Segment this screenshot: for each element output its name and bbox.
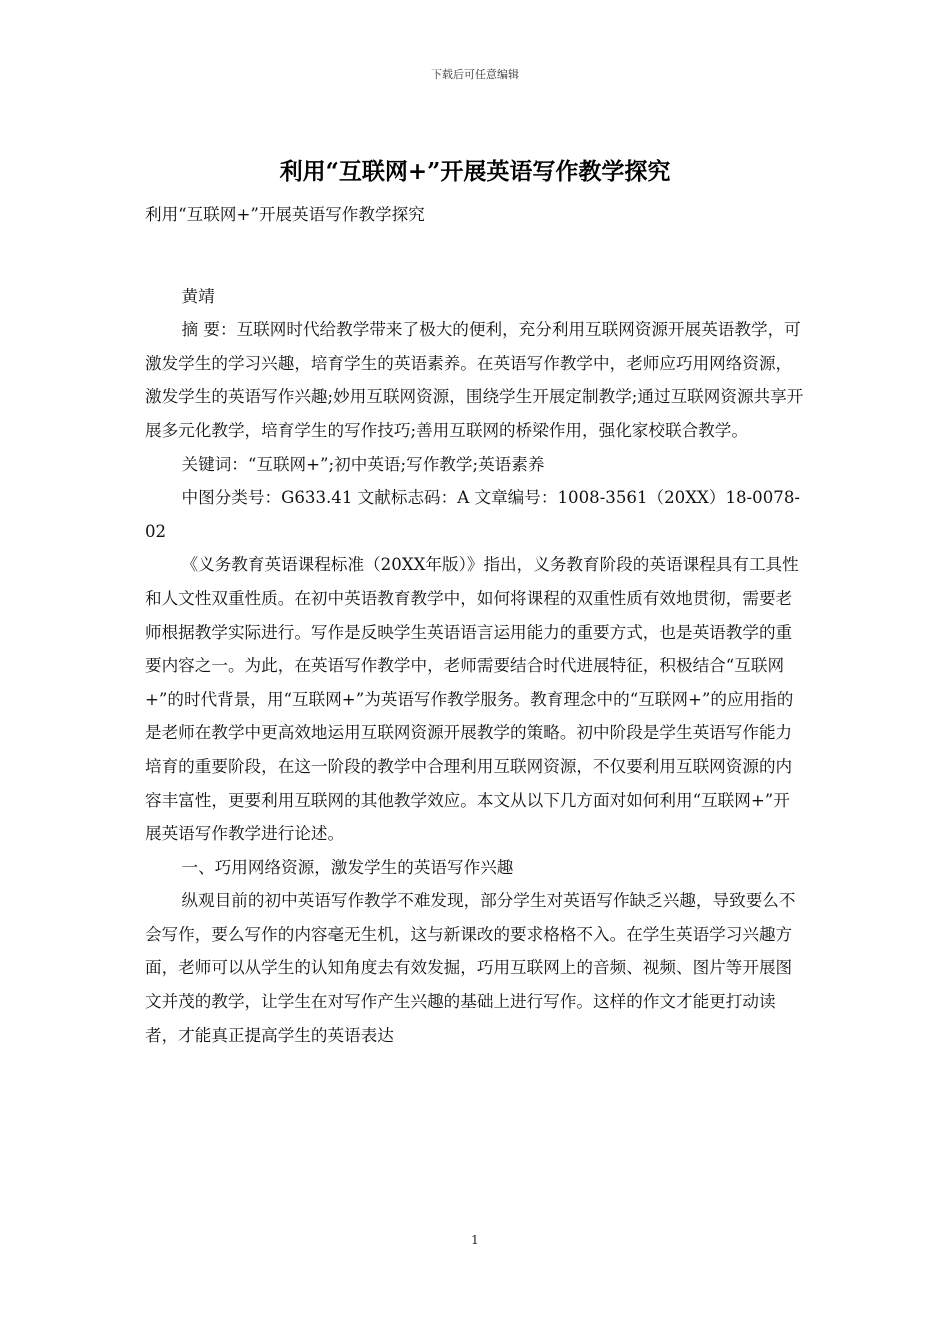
spacer [145, 232, 805, 280]
abstract-paragraph: 摘 要：互联网时代给教学带来了极大的便利，充分利用互联网资源开展英语教学，可激发学生的学习兴趣，培育学生的英语素养。在英语写作教学中，老师应巧用网络资源，激发学生的英语写作兴趣;妙用互联网资源，围绕学生开展定制教学;通过互联网资源共享开展多元化教学，培育学生的写作技巧;善用互联网的桥梁作用，强化家校联合教学。 [145, 320, 804, 440]
classification-line: 中图分类号：G633.41 文献标志码：A 文章编号：1008-3561（20XX）18-0078-02 [145, 488, 801, 541]
keywords-line: 关键词：“互联网+”;初中英语;写作教学;英语素养 [181, 454, 545, 474]
body-paragraph: 纵观目前的初中英语写作教学不难发现，部分学生对英语写作缺乏兴趣，导致要么不会写作，要么写作的内容毫无生机，这与新课改的要求格格不入。在学生英语学习兴趣方面，老师可以从学生的认知角度去有效发掘，巧用互联网上的音频、视频、图片等开展图文并茂的教学，让学生在对写作产生兴趣的基础上进行写作。这样的作文才能更打动读者，才能真正提高学生的英语表达 [145, 891, 796, 1045]
document-subtitle: 利用“互联网+”开展英语写作教学探究 [145, 205, 425, 224]
document-title: 利用“互联网+”开展英语写作教学探究 [279, 158, 671, 185]
document-body [145, 198, 805, 1052]
body-paragraph: 《义务教育英语课程标准（20XX年版）》指出，义务教育阶段的英语课程具有工具性和人文性双重性质。在初中英语教育教学中，如何将课程的双重性质有效地贯彻，需要老师根据教学实际进行。写作是反映学生英语语言运用能力的重要方式，也是英语教学的重要内容之一。为此，在英语写作教学中，老师需要结合时代进展特征，积极结合“互联网+”的时代背景，用“互联网+”为英语写作教学服务。教育理念中的“互联网+”的应用指的是老师在教学中更高效地运用互联网资源开展教学的策略。初中阶段是学生英语写作能力培育的重要阶段，在这一阶段的教学中合理利用互联网资源，不仅要利用互联网资源的内容丰富性，更要利用互联网的其他教学效应。本文从以下几方面对如何利用“互联网+”开展英语写作教学进行论述。 [145, 555, 799, 844]
section-heading: 一、巧用网络资源，激发学生的英语写作兴趣 [181, 857, 514, 877]
page-header: 下载后可任意编辑 [431, 68, 519, 81]
page-number: 1 [471, 1233, 479, 1247]
author-name: 黄靖 [181, 286, 215, 306]
